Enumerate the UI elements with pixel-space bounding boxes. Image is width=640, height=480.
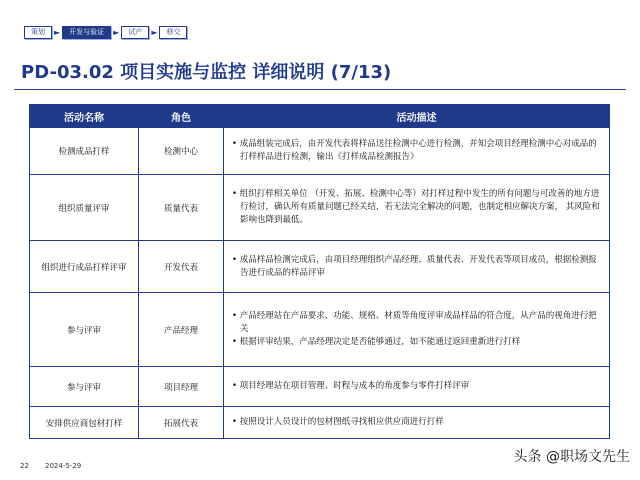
activity-description [224,293,610,367]
activity-description [224,241,610,293]
activity-description [224,367,610,407]
arrow-icon: ► [54,28,61,37]
description-bullet: • 成品样品检测完成后，由项目经理组织产品经理、质量代表、开发代表等项目成员，根据检测报告进行成品的样品评审 [232,254,597,278]
header-description: 活动描述 [224,105,610,128]
role: 拓展代表 [139,407,224,439]
activity-name: 参与评审 [30,367,139,407]
description-bullet: • 根据评审结果，产品经理决定是否能够通过，如不能通过返回重新进行打样 [232,337,521,347]
description-bullet: • 按照设计人员设计的包材图纸寻找相应供应商进行打样 [232,417,444,427]
description-bullet: • 产品经理站在产品要求、功能、规格、材质等角度评审成品样品的符合度，从产品的视角进行把关 [232,311,597,334]
header-role: 角色 [139,105,224,128]
table-row [30,175,610,241]
watermark: 头条 @职场文先生 [513,449,630,465]
stage-trial: 试产 [121,26,149,39]
activity-name: 检测成品打样 [30,128,139,175]
page-number: 22 [20,462,29,470]
role: 检测中心 [139,128,224,175]
role: 质量代表 [139,175,224,241]
activity-description [224,175,610,241]
header-activity: 活动名称 [30,105,139,128]
page-title: PD-03.02 项目实施与监控 详细说明 (7/13) [21,62,392,83]
stage-plan: 策划 [24,26,52,39]
table-row [30,407,610,439]
activity-name: 参与评审 [30,293,139,367]
title-divider [14,89,626,90]
activity-name: 组织质量评审 [30,175,139,241]
activity-description [224,128,610,175]
stage-develop-verify: 开发与验证 [62,26,111,39]
arrow-icon: ► [151,28,158,37]
description-bullet: • 项目经理站在项目管理、时程与成本的角度参与零件打样评审 [232,381,470,391]
role: 开发代表 [139,241,224,293]
table-row [30,293,610,367]
footer-date: 2024-5-29 [45,462,82,470]
role: 产品经理 [139,293,224,367]
activity-table [29,104,610,439]
table-row [30,128,610,175]
activity-description [224,407,610,439]
role: 项目经理 [139,367,224,407]
description-bullet: • 组织打样相关单位 （开发、拓展、检测中心等）对打样过程中发生的所有问题与可改善的地方进行检讨，确认所有质量问题已经关结，若无法完全解决的问题，也制定相应解决方案， 其风险和影响也降到最低。 [232,189,600,225]
table-row [30,367,610,407]
description-bullet: • 成品组装完成后，由开发代表将样品送往检测中心进行检测，并知会项目经理检测中心对成品的打样样品进行检测，输出《打样成品检测报告》 [232,139,597,162]
stage-handover: 移交 [159,26,187,39]
activity-name: 组织进行成品打样评审 [30,241,139,293]
stage-nav [24,26,187,39]
arrow-icon: ► [113,28,120,37]
table-row [30,241,610,293]
activity-name: 安排供应商包材打样 [30,407,139,439]
table-header-row [30,105,610,128]
